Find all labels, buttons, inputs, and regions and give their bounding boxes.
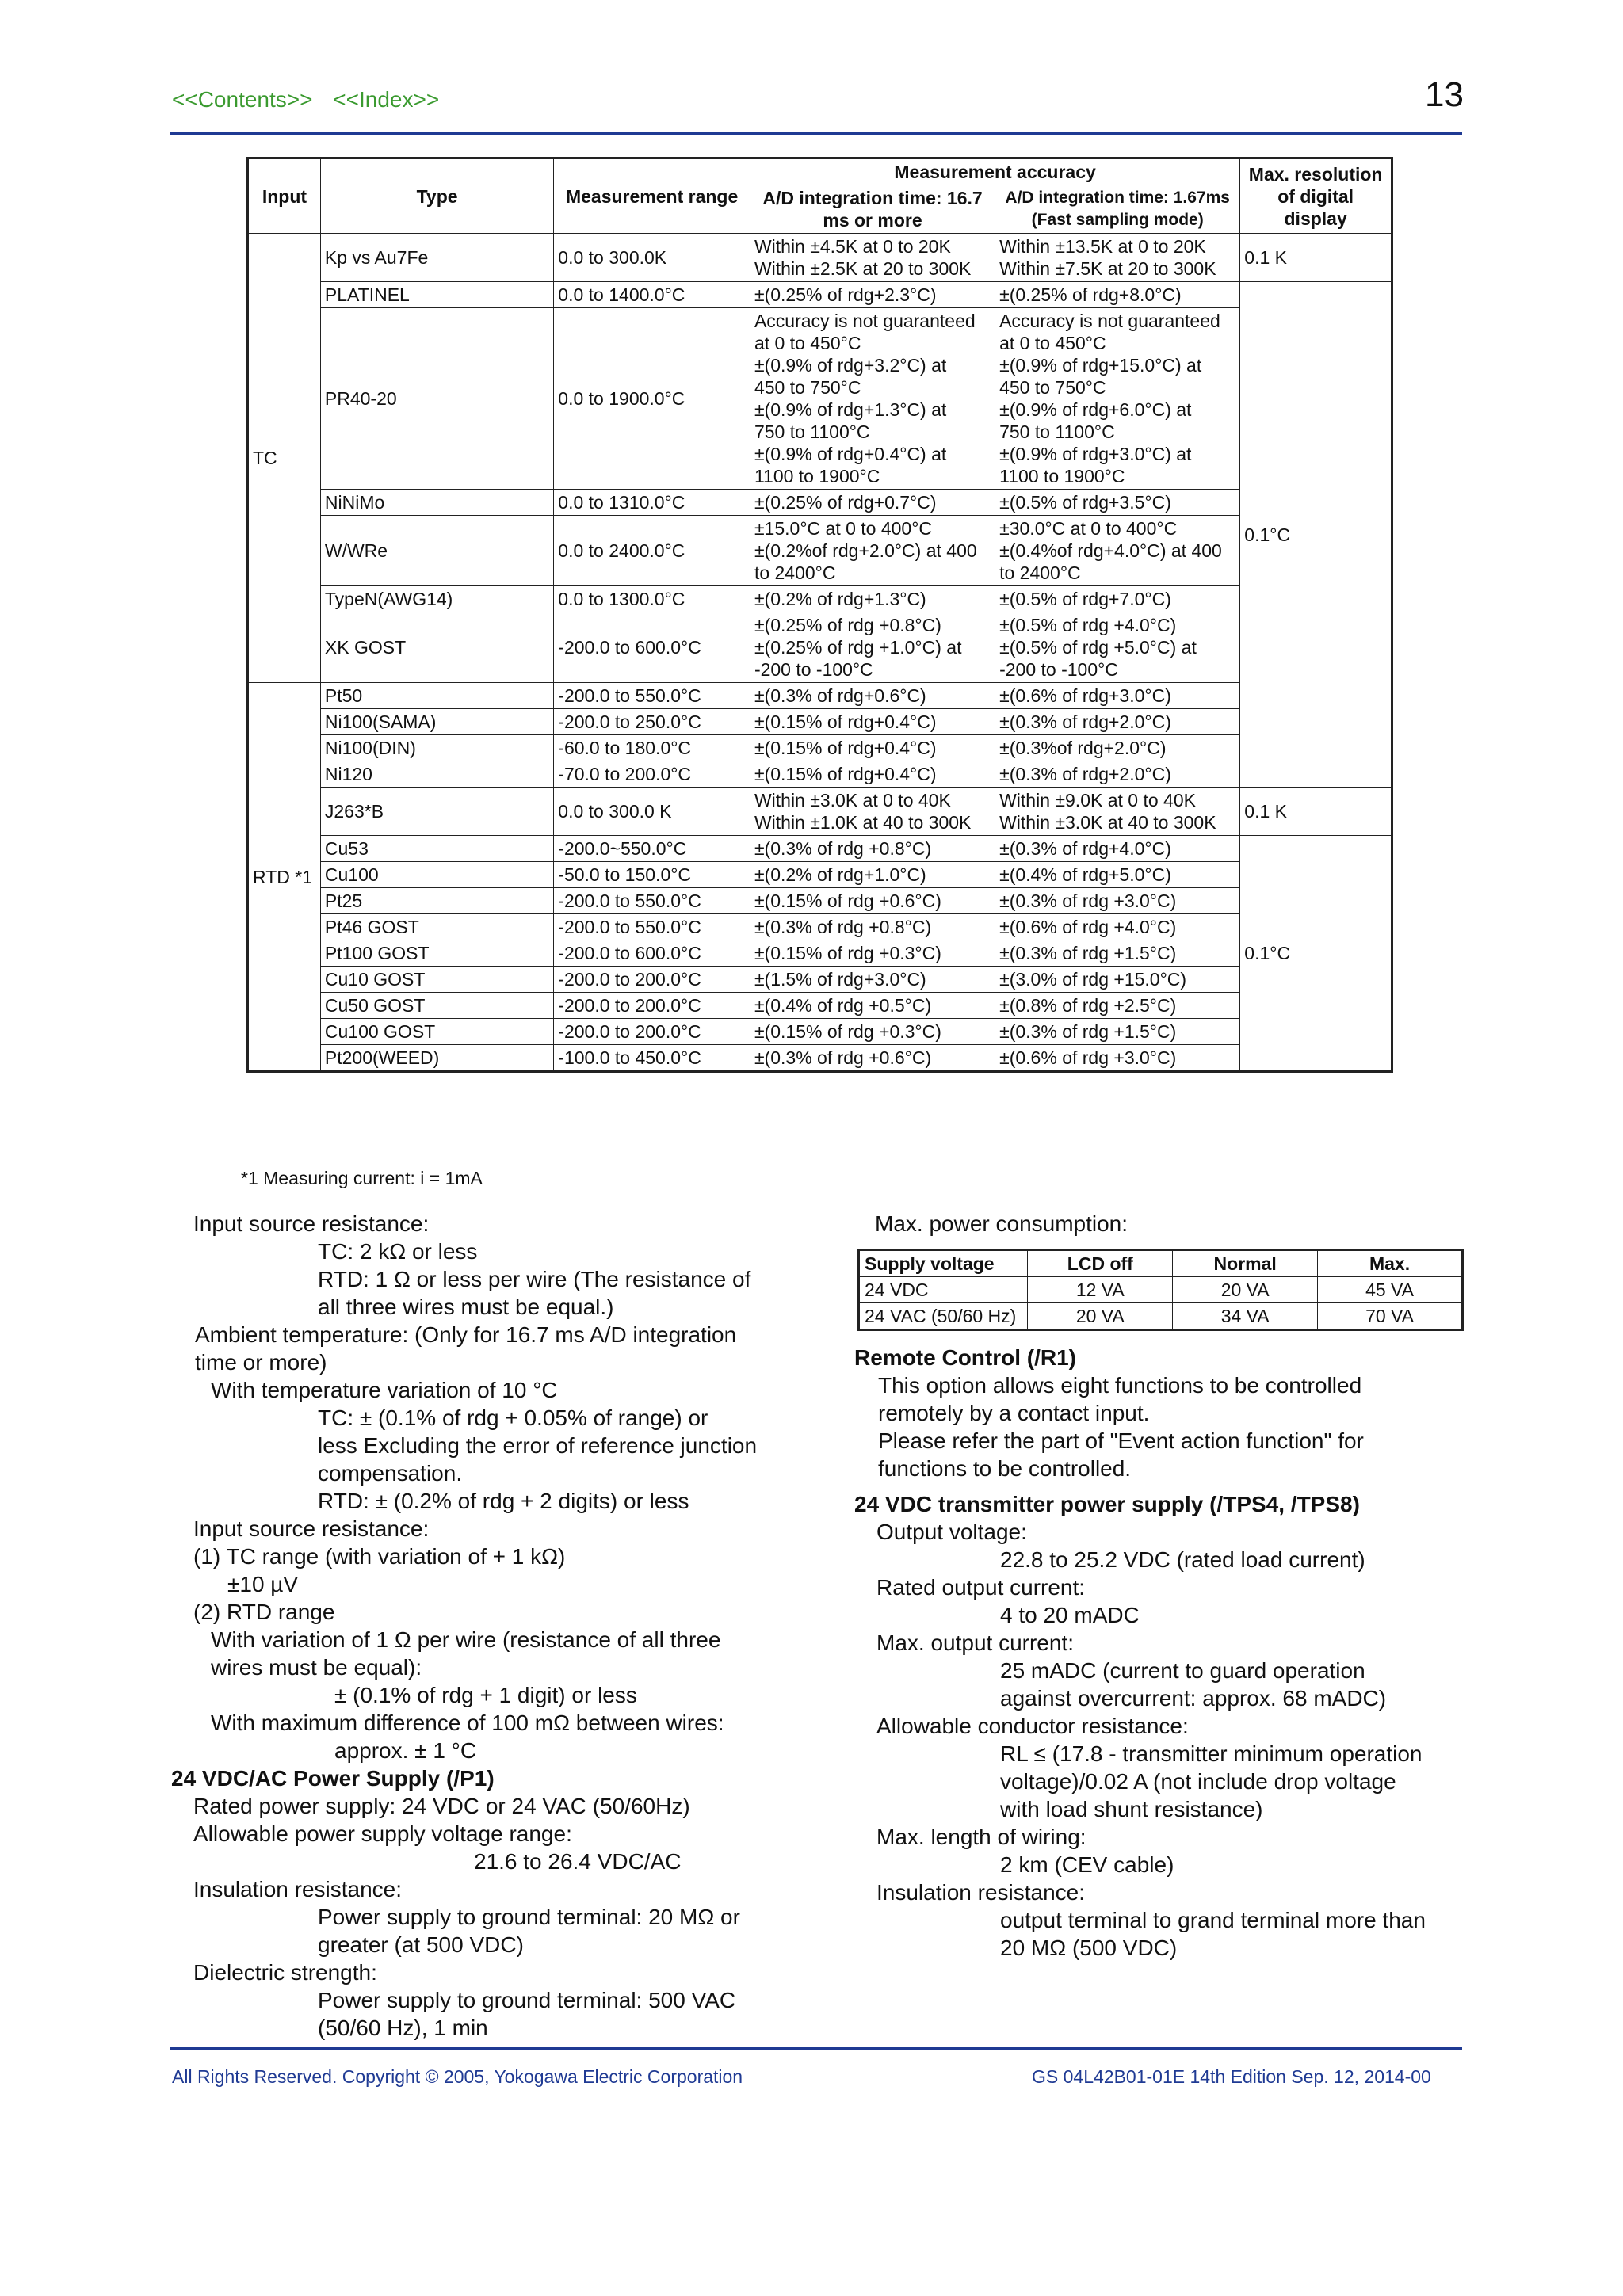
accuracy-line: ±(0.3% of rdg+2.0°C)	[999, 764, 1171, 784]
section-heading: 24 VDC/AC Power Supply (/P1)	[171, 1766, 495, 1791]
power-consumption-title: Max. power consumption:	[875, 1211, 1128, 1236]
accuracy-line: ±(0.15% of rdg +0.3°C)	[754, 943, 941, 963]
accuracy-standard-cell	[750, 888, 995, 914]
accuracy-line: ±(3.0% of rdg +15.0°C)	[999, 969, 1187, 990]
resolution-cell: 0.1 K	[1240, 788, 1392, 836]
table-row	[248, 234, 1392, 282]
range-cell: -50.0 to 150.0°C	[554, 862, 750, 888]
accuracy-standard-cell	[750, 516, 995, 586]
table-row	[248, 735, 1392, 761]
text-line: 22.8 to 25.2 VDC (rated load current)	[1000, 1547, 1365, 1572]
accuracy-line: ±(0.3% of rdg+0.6°C)	[754, 685, 926, 706]
table-row	[248, 1019, 1392, 1045]
accuracy-line: ±(0.15% of rdg +0.6°C)	[754, 891, 941, 911]
power-cell: 70 VA	[1318, 1303, 1463, 1330]
range-cell: 0.0 to 300.0 K	[554, 788, 750, 836]
text-line: wires must be equal):	[211, 1655, 422, 1680]
accuracy-line: 750 to 1100°C	[754, 421, 870, 442]
text-line: with load shunt resistance)	[1000, 1797, 1263, 1821]
power-cell: 24 VDC	[859, 1277, 1028, 1303]
power-cell: 12 VA	[1028, 1277, 1173, 1303]
table-row	[248, 683, 1392, 709]
accuracy-standard-cell	[750, 234, 995, 282]
table-row	[248, 940, 1392, 967]
text-line: 4 to 20 mADC	[1000, 1603, 1140, 1627]
table-row	[248, 888, 1392, 914]
text-line: functions to be controlled.	[878, 1456, 1132, 1481]
accuracy-line: ±(0.15% of rdg+0.4°C)	[754, 711, 937, 732]
text-line: With maximum difference of 100 mΩ between wires:	[211, 1711, 724, 1735]
group-tc: TC	[248, 234, 321, 683]
accuracy-line: Within ±3.0K at 0 to 40K	[754, 790, 951, 810]
measurement-spec-table	[246, 157, 1393, 1073]
accuracy-fast-cell	[995, 788, 1240, 836]
accuracy-standard-cell	[750, 490, 995, 516]
accuracy-line: ±(0.3% of rdg+4.0°C)	[999, 838, 1171, 859]
range-cell: -200.0 to 550.0°C	[554, 683, 750, 709]
accuracy-fast-cell	[995, 836, 1240, 862]
type-cell: Cu50 GOST	[320, 993, 553, 1019]
accuracy-fast-cell	[995, 234, 1240, 282]
accuracy-line: Within ±3.0K at 40 to 300K	[999, 812, 1216, 833]
accuracy-line: Within ±2.5K at 20 to 300K	[754, 258, 972, 279]
accuracy-line: ±(0.3%of rdg+2.0°C)	[999, 738, 1167, 758]
text-line: output terminal to grand terminal more than	[1000, 1908, 1426, 1932]
accuracy-line: -200 to -100°C	[754, 659, 873, 680]
table-row	[248, 862, 1392, 888]
power-consumption-table	[857, 1249, 1464, 1331]
accuracy-standard-cell	[750, 761, 995, 788]
range-cell: 0.0 to 1300.0°C	[554, 586, 750, 612]
type-cell: Cu100	[320, 862, 553, 888]
text-line: time or more)	[195, 1350, 327, 1375]
text-line: less Excluding the error of reference junction	[318, 1433, 758, 1458]
accuracy-line: Within ±7.5K at 20 to 300K	[999, 258, 1216, 279]
type-cell: TypeN(AWG14)	[320, 586, 553, 612]
accuracy-line: Accuracy is not guaranteed	[754, 311, 976, 331]
accuracy-line: ±30.0°C at 0 to 400°C	[999, 518, 1178, 539]
text-line: Rated output current:	[876, 1575, 1086, 1600]
accuracy-line: Within ±9.0K at 0 to 40K	[999, 790, 1196, 810]
accuracy-fast-cell	[995, 761, 1240, 788]
power-table-body	[859, 1277, 1463, 1330]
power-header-cell: Max.	[1318, 1250, 1463, 1277]
right-column	[854, 1210, 1472, 1962]
type-cell: XK GOST	[320, 612, 553, 683]
text-line: Allowable power supply voltage range:	[193, 1821, 572, 1846]
accuracy-line: ±(0.25% of rdg +0.8°C)	[754, 615, 941, 635]
accuracy-line: ±(0.25% of rdg+8.0°C)	[999, 284, 1182, 305]
range-cell: 0.0 to 300.0K	[554, 234, 750, 282]
table-row	[248, 709, 1392, 735]
header-range: Measurement range	[554, 158, 750, 234]
text-line: Input source resistance:	[193, 1211, 430, 1236]
section-heading: 24 VDC transmitter power supply (/TPS4, /TPS8)	[854, 1492, 1360, 1516]
accuracy-standard-cell	[750, 836, 995, 862]
accuracy-line: 450 to 750°C	[754, 377, 861, 398]
accuracy-line: 750 to 1100°C	[999, 421, 1115, 442]
accuracy-line: ±(0.2% of rdg+1.3°C)	[754, 589, 926, 609]
right-column-text	[854, 1344, 1472, 1962]
spec-table-body	[248, 234, 1392, 1072]
power-table-header	[859, 1250, 1463, 1277]
type-cell: J263*B	[320, 788, 553, 836]
power-header-cell: Normal	[1173, 1250, 1318, 1277]
accuracy-fast-cell	[995, 1019, 1240, 1045]
table-row	[248, 914, 1392, 940]
accuracy-fast-cell	[995, 888, 1240, 914]
accuracy-line: ±(0.4% of rdg +0.5°C)	[754, 995, 932, 1016]
text-line: Insulation resistance:	[876, 1880, 1086, 1905]
header-input: Input	[248, 158, 321, 234]
range-cell: -60.0 to 180.0°C	[554, 735, 750, 761]
text-line: voltage)/0.02 A (not include drop voltage	[1000, 1769, 1396, 1794]
accuracy-line: ±(0.3% of rdg +0.6°C)	[754, 1047, 932, 1068]
type-cell: Cu100 GOST	[320, 1019, 553, 1045]
text-line: against overcurrent: approx. 68 mADC)	[1000, 1686, 1387, 1711]
range-cell: -200.0 to 200.0°C	[554, 967, 750, 993]
accuracy-line: ±(0.9% of rdg+1.3°C) at	[754, 399, 947, 420]
accuracy-line: ±(0.5% of rdg+7.0°C)	[999, 589, 1171, 609]
type-cell: Ni120	[320, 761, 553, 788]
accuracy-fast-cell	[995, 914, 1240, 940]
accuracy-line: at 0 to 450°C	[754, 333, 861, 353]
text-line: Please refer the part of "Event action function" for	[878, 1428, 1364, 1453]
accuracy-line: Within ±4.5K at 0 to 20K	[754, 236, 951, 257]
text-line: Insulation resistance:	[193, 1877, 403, 1901]
power-cell: 34 VA	[1173, 1303, 1318, 1330]
accuracy-standard-cell	[750, 788, 995, 836]
accuracy-line: ±(0.25% of rdg+0.7°C)	[754, 492, 937, 513]
accuracy-fast-cell	[995, 993, 1240, 1019]
text-line: approx. ± 1 °C	[334, 1738, 477, 1763]
text-line: compensation.	[318, 1461, 463, 1486]
footer-doc-id: GS 04L42B01-01E 14th Edition Sep. 12, 2014-00	[1032, 2066, 1431, 2087]
accuracy-line: ±(0.6% of rdg +3.0°C)	[999, 1047, 1177, 1068]
table-row	[248, 612, 1392, 683]
page-number: 13	[1425, 75, 1464, 114]
accuracy-fast-cell	[995, 586, 1240, 612]
accuracy-line: ±(0.6% of rdg +4.0°C)	[999, 917, 1177, 937]
accuracy-line: ±(0.25% of rdg +1.0°C) at	[754, 637, 962, 658]
text-line: all three wires must be equal.)	[318, 1295, 614, 1319]
accuracy-standard-cell	[750, 709, 995, 735]
index-link[interactable]: <<Index>>	[333, 87, 440, 112]
accuracy-line: ±(0.3% of rdg+2.0°C)	[999, 711, 1171, 732]
accuracy-fast-cell	[995, 1045, 1240, 1072]
range-cell: -70.0 to 200.0°C	[554, 761, 750, 788]
accuracy-line: ±(0.3% of rdg +1.5°C)	[999, 1021, 1177, 1042]
type-cell: Cu10 GOST	[320, 967, 553, 993]
accuracy-line: ±(0.9% of rdg+3.2°C) at	[754, 355, 947, 376]
text-line: ± (0.1% of rdg + 1 digit) or less	[334, 1683, 637, 1707]
header-links	[172, 87, 453, 113]
text-line: Power supply to ground terminal: 20 MΩ or	[318, 1905, 740, 1929]
table-row	[248, 788, 1392, 836]
accuracy-line: 450 to 750°C	[999, 377, 1106, 398]
range-cell: -100.0 to 450.0°C	[554, 1045, 750, 1072]
range-cell: -200.0 to 200.0°C	[554, 1019, 750, 1045]
text-line: (2) RTD range	[193, 1600, 335, 1624]
accuracy-standard-cell	[750, 967, 995, 993]
text-line: Rated power supply: 24 VDC or 24 VAC (50/60Hz)	[193, 1794, 690, 1818]
footer-rule	[170, 2047, 1462, 2050]
accuracy-line: ±(0.9% of rdg+6.0°C) at	[999, 399, 1192, 420]
text-line: RL ≤ (17.8 - transmitter minimum operation	[1000, 1741, 1423, 1766]
text-line: 21.6 to 26.4 VDC/AC	[474, 1849, 682, 1874]
table-row	[248, 516, 1392, 586]
type-cell: PR40-20	[320, 308, 553, 490]
accuracy-line: Accuracy is not guaranteed	[999, 311, 1220, 331]
table-row	[248, 1045, 1392, 1072]
type-cell: Kp vs Au7Fe	[320, 234, 553, 282]
text-line: Output voltage:	[876, 1520, 1027, 1544]
header-rule	[170, 132, 1462, 135]
accuracy-line: to 2400°C	[999, 563, 1081, 583]
type-cell: W/WRe	[320, 516, 553, 586]
accuracy-fast-cell	[995, 967, 1240, 993]
accuracy-line: -200 to -100°C	[999, 659, 1118, 680]
type-cell: Ni100(DIN)	[320, 735, 553, 761]
text-line: 2 km (CEV cable)	[1000, 1852, 1174, 1877]
accuracy-line: ±(1.5% of rdg+3.0°C)	[754, 969, 926, 990]
text-line: 25 mADC (current to guard operation	[1000, 1658, 1365, 1683]
accuracy-line: to 2400°C	[754, 563, 836, 583]
text-line: With temperature variation of 10 °C	[211, 1378, 558, 1402]
type-cell: Cu53	[320, 836, 553, 862]
type-cell: Pt50	[320, 683, 553, 709]
type-cell: Pt100 GOST	[320, 940, 553, 967]
power-cell: 20 VA	[1173, 1277, 1318, 1303]
table-row	[248, 490, 1392, 516]
accuracy-standard-cell	[750, 308, 995, 490]
accuracy-line: ±(0.4% of rdg+5.0°C)	[999, 864, 1171, 885]
accuracy-line: ±(0.5% of rdg +4.0°C)	[999, 615, 1177, 635]
accuracy-standard-cell	[750, 282, 995, 308]
left-column	[170, 1210, 819, 2042]
table-row	[248, 282, 1392, 308]
table-row	[248, 586, 1392, 612]
header-resolution: Max. resolution of digital display	[1240, 158, 1392, 234]
text-line: TC: 2 kΩ or less	[318, 1239, 478, 1264]
accuracy-line: ±(0.9% of rdg+15.0°C) at	[999, 355, 1202, 376]
accuracy-line: ±(0.3% of rdg +0.8°C)	[754, 917, 932, 937]
accuracy-line: Within ±13.5K at 0 to 20K	[999, 236, 1206, 257]
accuracy-fast-cell	[995, 709, 1240, 735]
accuracy-line: ±(0.15% of rdg+0.4°C)	[754, 764, 937, 784]
power-header-cell: Supply voltage	[859, 1250, 1028, 1277]
range-cell: -200.0~550.0°C	[554, 836, 750, 862]
accuracy-standard-cell	[750, 914, 995, 940]
accuracy-line: ±15.0°C at 0 to 400°C	[754, 518, 933, 539]
accuracy-fast-cell	[995, 612, 1240, 683]
accuracy-line: ±(0.2%of rdg+2.0°C) at 400	[754, 540, 977, 561]
type-cell: Ni100(SAMA)	[320, 709, 553, 735]
range-cell: -200.0 to 550.0°C	[554, 888, 750, 914]
accuracy-line: ±(0.5% of rdg+3.5°C)	[999, 492, 1171, 513]
type-cell: PLATINEL	[320, 282, 553, 308]
table-row	[248, 967, 1392, 993]
accuracy-line: ±(0.3% of rdg +0.8°C)	[754, 838, 932, 859]
header-ad-fast: A/D integration time: 1.67ms (Fast sampling mode)	[995, 185, 1240, 234]
accuracy-line: at 0 to 450°C	[999, 333, 1106, 353]
accuracy-fast-cell	[995, 490, 1240, 516]
contents-link[interactable]: <<Contents>>	[172, 87, 313, 112]
accuracy-line: 1100 to 1900°C	[754, 466, 880, 486]
table-row	[859, 1303, 1463, 1330]
text-line: RTD: 1 Ω or less per wire (The resistance of	[318, 1267, 751, 1291]
accuracy-line: ±(0.15% of rdg+0.4°C)	[754, 738, 937, 758]
range-cell: 0.0 to 1900.0°C	[554, 308, 750, 490]
text-line: Input source resistance:	[193, 1516, 430, 1541]
accuracy-line: 1100 to 1900°C	[999, 466, 1125, 486]
type-cell: Pt200(WEED)	[320, 1045, 553, 1072]
accuracy-standard-cell	[750, 940, 995, 967]
text-line: 20 MΩ (500 VDC)	[1000, 1936, 1178, 1960]
text-line: With variation of 1 Ω per wire (resistance of all three	[211, 1627, 721, 1652]
accuracy-line: ±(0.5% of rdg +5.0°C) at	[999, 637, 1197, 658]
range-cell: -200.0 to 600.0°C	[554, 612, 750, 683]
accuracy-standard-cell	[750, 993, 995, 1019]
range-cell: -200.0 to 550.0°C	[554, 914, 750, 940]
type-cell: NiNiMo	[320, 490, 553, 516]
accuracy-line: Within ±1.0K at 40 to 300K	[754, 812, 972, 833]
text-line: (50/60 Hz), 1 min	[318, 2016, 488, 2040]
resolution-cell: 0.1°C	[1240, 282, 1392, 788]
table-row	[248, 993, 1392, 1019]
range-cell: 0.0 to 1310.0°C	[554, 490, 750, 516]
text-line: Ambient temperature: (Only for 16.7 ms A/D integration	[195, 1322, 737, 1347]
section-heading: Remote Control (/R1)	[854, 1345, 1076, 1370]
power-cell: 24 VAC (50/60 Hz)	[859, 1303, 1028, 1330]
table-row	[859, 1277, 1463, 1303]
range-cell: -200.0 to 600.0°C	[554, 940, 750, 967]
accuracy-fast-cell	[995, 282, 1240, 308]
range-cell: -200.0 to 250.0°C	[554, 709, 750, 735]
power-header-cell: LCD off	[1028, 1250, 1173, 1277]
accuracy-fast-cell	[995, 308, 1240, 490]
accuracy-standard-cell	[750, 1045, 995, 1072]
accuracy-fast-cell	[995, 683, 1240, 709]
footnote: *1 Measuring current: i = 1mA	[241, 1168, 483, 1188]
accuracy-fast-cell	[995, 940, 1240, 967]
accuracy-line: ±(0.6% of rdg+3.0°C)	[999, 685, 1171, 706]
accuracy-fast-cell	[995, 862, 1240, 888]
header-type: Type	[320, 158, 553, 234]
accuracy-fast-cell	[995, 735, 1240, 761]
text-line: greater (at 500 VDC)	[318, 1932, 524, 1957]
accuracy-standard-cell	[750, 735, 995, 761]
accuracy-line: ±(0.15% of rdg +0.3°C)	[754, 1021, 941, 1042]
text-line: TC: ± (0.1% of rdg + 0.05% of range) or	[318, 1405, 708, 1430]
power-cell: 45 VA	[1318, 1277, 1463, 1303]
header-accuracy: Measurement accuracy	[750, 158, 1239, 185]
accuracy-line: ±(0.3% of rdg +1.5°C)	[999, 943, 1177, 963]
text-line: Dielectric strength:	[193, 1960, 377, 1985]
text-line: ±10 µV	[227, 1572, 299, 1596]
table-row	[248, 761, 1392, 788]
accuracy-standard-cell	[750, 586, 995, 612]
range-cell: 0.0 to 2400.0°C	[554, 516, 750, 586]
accuracy-line: ±(0.9% of rdg+0.4°C) at	[754, 444, 947, 464]
type-cell: Pt46 GOST	[320, 914, 553, 940]
group-rtd: RTD *1	[248, 683, 321, 1072]
text-line: RTD: ± (0.2% of rdg + 2 digits) or less	[318, 1489, 689, 1513]
text-line: Allowable conductor resistance:	[876, 1714, 1189, 1738]
range-cell: -200.0 to 200.0°C	[554, 993, 750, 1019]
accuracy-line: ±(0.2% of rdg+1.0°C)	[754, 864, 926, 885]
accuracy-line: ±(0.3% of rdg +3.0°C)	[999, 891, 1177, 911]
text-line: Max. output current:	[876, 1630, 1075, 1655]
table-row	[248, 308, 1392, 490]
power-cell: 20 VA	[1028, 1303, 1173, 1330]
text-line: This option allows eight functions to be controlled	[878, 1373, 1362, 1398]
accuracy-standard-cell	[750, 612, 995, 683]
type-cell: Pt25	[320, 888, 553, 914]
accuracy-line: ±(0.8% of rdg +2.5°C)	[999, 995, 1177, 1016]
accuracy-line: ±(0.9% of rdg+3.0°C) at	[999, 444, 1192, 464]
accuracy-fast-cell	[995, 516, 1240, 586]
table-row	[248, 836, 1392, 862]
accuracy-standard-cell	[750, 1019, 995, 1045]
text-line: (1) TC range (with variation of + 1 kΩ)	[193, 1544, 566, 1569]
accuracy-standard-cell	[750, 862, 995, 888]
footer-copyright: All Rights Reserved. Copyright © 2005, Yokogawa Electric Corporation	[172, 2066, 743, 2087]
range-cell: 0.0 to 1400.0°C	[554, 282, 750, 308]
accuracy-line: ±(0.4%of rdg+4.0°C) at 400	[999, 540, 1222, 561]
text-line: remotely by a contact input.	[878, 1401, 1150, 1425]
text-line: Max. length of wiring:	[876, 1825, 1086, 1849]
resolution-cell: 0.1°C	[1240, 836, 1392, 1072]
header-ad-standard: A/D integration time: 16.7 ms or more	[750, 185, 995, 234]
accuracy-line: ±(0.25% of rdg+2.3°C)	[754, 284, 937, 305]
accuracy-standard-cell	[750, 683, 995, 709]
text-line: Power supply to ground terminal: 500 VAC	[318, 1988, 736, 2012]
resolution-cell: 0.1 K	[1240, 234, 1392, 282]
